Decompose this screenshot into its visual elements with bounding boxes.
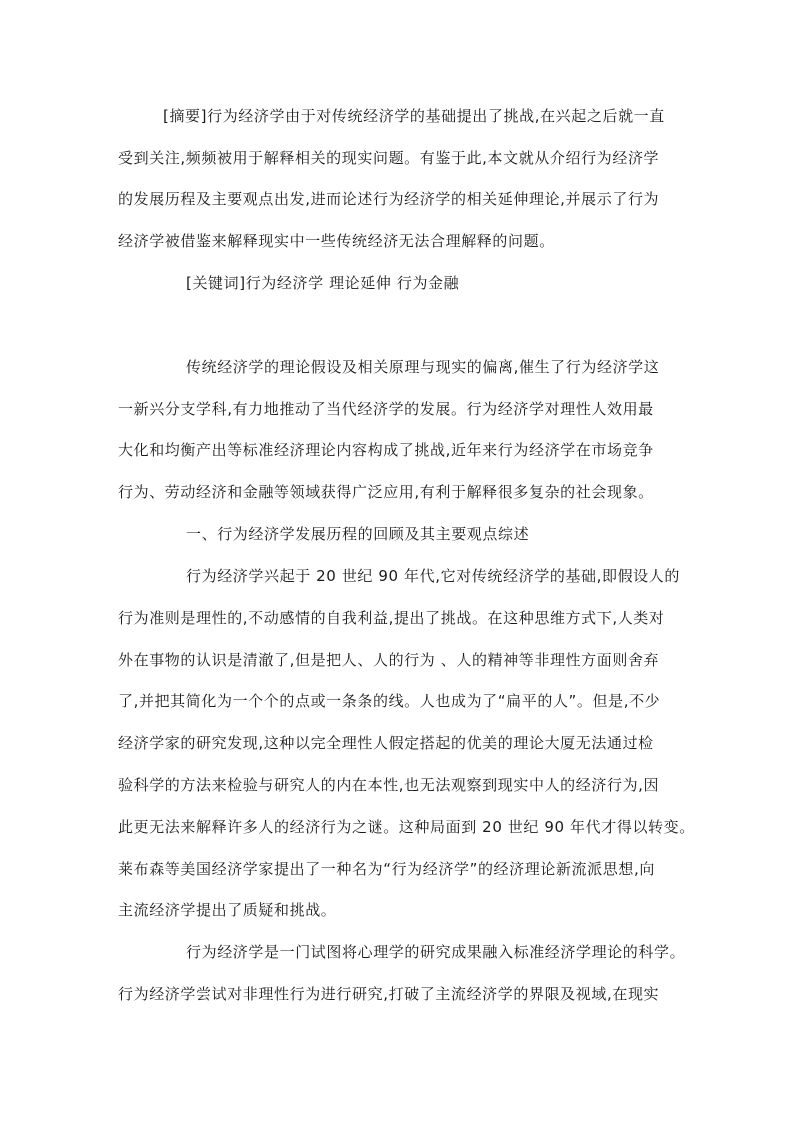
body-line: 外在事物的认识是清澈了,但是把人、人的行为 、人的精神等非理性方面则舍弃 (118, 651, 660, 669)
body-line: 行为经济学是一门试图将心理学的研究成果融入标准经济学理论的科学。 (186, 943, 686, 961)
intro-line: 传统经济学的理论假设及相关原理与现实的偏离,催生了行为经济学这 (186, 358, 660, 376)
body-line: 主流经济学提出了质疑和挑战。 (118, 901, 337, 919)
intro-line: 一新兴分支学科,有力地推动了当代经济学的发展。行为经济学对理性人效用最 (118, 400, 654, 418)
body-line: 行为经济学尝试对非理性行为进行研究,打破了主流经济学的界限及视域,在现实 (118, 985, 660, 1003)
section-heading: 一、行为经济学发展历程的回顾及其主要观点综述 (186, 525, 530, 543)
body-line: 验科学的方法来检验与研究人的内在本性,也无法观察到现实中人的经济行为,因 (118, 776, 660, 794)
body-line: 了,并把其简化为一个个的点或一条条的线。人也成为了“扁平的人”。但是,不少 (118, 692, 661, 710)
abstract-line: 受到关注,频频被用于解释相关的现实问题。有鉴于此,本文就从介绍行为经济学 (118, 149, 660, 167)
abstract-line: [摘要]行为经济学由于对传统经济学的基础提出了挑战,在兴起之后就一直 (163, 107, 665, 125)
body-line: 此更无法来解释许多人的经济行为之谜。这种局面到 20 世纪 90 年代才得以转变。 (118, 818, 695, 836)
intro-line: 行为、劳动经济和金融等领域获得广泛应用,有利于解释很多复杂的社会现象。 (118, 483, 654, 501)
body-line: 经济学家的研究发现,这种以完全理性人假定搭起的优美的理论大厦无法通过检 (118, 734, 654, 752)
body-line: 行为准则是理性的,不动感情的自我利益,提出了挑战。在这种思维方式下,人类对 (118, 609, 665, 627)
body-line: 莱布森等美国经济学家提出了一种名为“行为经济学”的经济理论新流派思想,向 (118, 860, 655, 878)
body-line: 行为经济学兴起于 20 世纪 90 年代,它对传统经济学的基础,即假设人的 (186, 567, 680, 585)
abstract-line: 的发展历程及主要观点出发,进而论述行为经济学的相关延伸理论,并展示了行为 (118, 190, 660, 208)
abstract-line: 经济学被借鉴来解释现实中一些传统经济无法合理解释的问题。 (118, 232, 555, 250)
intro-line: 大化和均衡产出等标准经济理论内容构成了挑战,近年来行为经济学在市场竞争 (118, 441, 654, 459)
keywords-line: [关键词]行为经济学 理论延伸 行为金融 (186, 274, 460, 292)
